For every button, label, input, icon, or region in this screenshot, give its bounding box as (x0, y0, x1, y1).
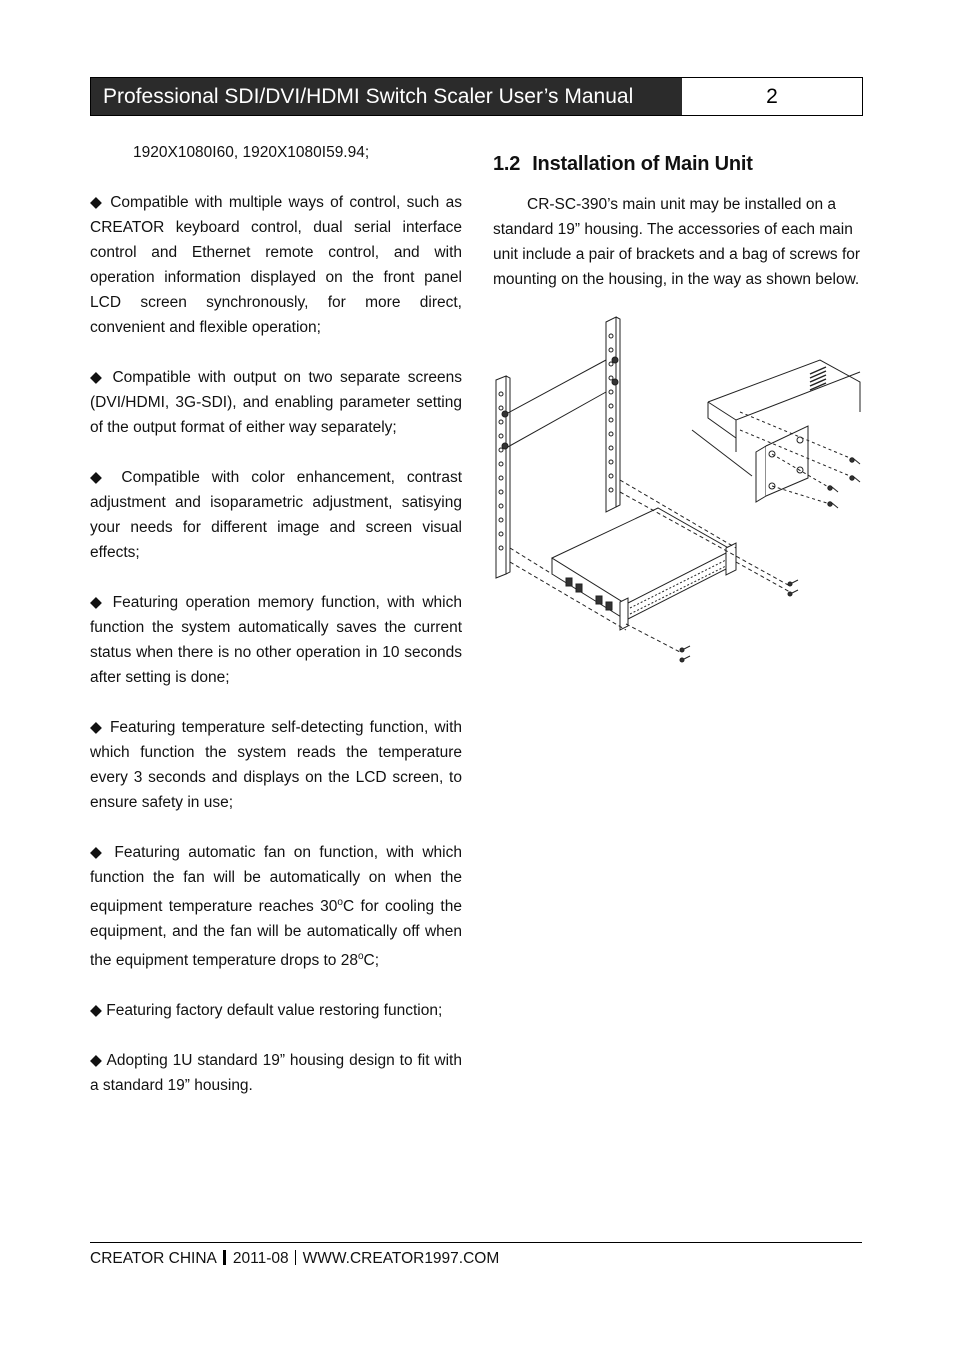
footer-divider (90, 1242, 862, 1243)
manual-title: Professional SDI/DVI/HDMI Switch Scaler User’s Manual (91, 78, 682, 115)
feature-bullet-housing: ◆ Adopting 1U standard 19” housing design to fit with a standard 19” housing. (90, 1052, 462, 1095)
feature-bullet-factory-default: ◆ Featuring factory default value restoring function; (90, 1002, 443, 1020)
left-column (90, 140, 462, 1098)
section-title: Installation of Main Unit (532, 153, 753, 175)
right-column (493, 150, 863, 292)
feature-bullet-output: ◆ Compatible with output on two separate screens (DVI/HDMI, 3G-SDI), and enabling parameter setting of the output format of either way separately; (90, 369, 462, 436)
footer-date: 2011-08 (232, 1250, 289, 1267)
section-body: CR-SC-390’s main unit may be installed on a standard 19” housing. The accessories of each main unit include a pair of brackets and a bag of screws for mounting on the housing, in the way as shown below. (493, 196, 861, 288)
section-heading (493, 150, 863, 178)
page-number: 2 (682, 78, 862, 115)
feature-bullet-control: ◆ Compatible with multiple ways of control, such as CREATOR keyboard control, dual serial interface control and Ethernet remote control, and with operation information displayed on the front panel LCD screen synchronously, for more direct, convenient and flexible operation; (90, 194, 462, 336)
rack-installation-diagram (490, 312, 870, 672)
footer-website: WWW.CREATOR1997.COM (302, 1250, 500, 1267)
footer-company: CREATOR CHINA (90, 1250, 217, 1267)
page-footer (90, 1248, 499, 1270)
page-header (90, 77, 863, 116)
feature-bullet-color: ◆ Compatible with color enhancement, contrast adjustment and isoparametric adjustment, satisying your needs for different image and screen visual effects; (90, 469, 462, 561)
feature-bullet-temperature: ◆ Featuring temperature self-detecting function, with which function the system reads the temperature every 3 seconds and displays on the LCD screen, to ensure safety in use; (90, 719, 462, 811)
feature-bullet-fan: ◆ Featuring automatic fan on function, with which function the fan will be automatically on when the equipment temperature reaches 30$^o$C for cooling the equipment, and the fan will be automatically off when the equipment temperature drops to 28$^o$C; (90, 844, 462, 970)
section-number: 1.2 (493, 153, 521, 175)
continuation-line: 1920X1080I60, 1920X1080I59.94; (133, 144, 370, 161)
feature-bullet-memory: ◆ Featuring operation memory function, with which function the system automatically saves the current status when there is no other operation in 10 seconds after setting is done; (90, 594, 462, 686)
